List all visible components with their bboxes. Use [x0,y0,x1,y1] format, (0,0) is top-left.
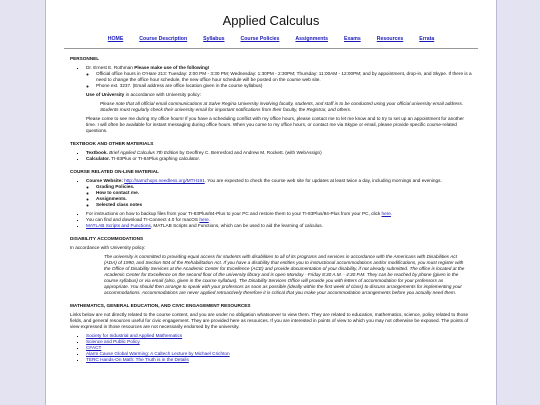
nav-bar [46,36,496,42]
textbook-list [70,150,472,162]
links-list [70,333,472,363]
ti-connect-text: You can find and download TI-Connect 4.0 for macOS [86,217,200,222]
nav-exams[interactable]: Exams [344,36,361,42]
list-item: ◦ How to contact me. [96,190,472,196]
textbook-title: Brief Applied Calculus 7th Edition [109,150,179,155]
course-website-link[interactable]: http://samchops.needless.org/MTH191 [124,178,205,183]
contact-sublist [86,71,472,89]
list-item [86,156,472,162]
list-item: ▪ For instructions on how to backup files from your TI-83Plus/84-Plus to your PC and restore them to your TI-83Plus/84-Plus from your PC, click here. [86,211,472,217]
ti-connect-link[interactable]: here [199,217,209,222]
links-intro: Links below are not directly related to the course content, and you are under no obligation whatsoever to view them. They are related to education, mathematics, science, policy related to those fields, and general resources useful for civic engagement. They are provided here as resources. If you are interested in points of view to which you may not otherwise be exposed. The points of view expressed in those resources are not necessarily endorsed by the university. [70,312,469,329]
resource-link[interactable]: Society for Industrial and Applied Mathematics [86,333,183,338]
list-item: ◦ Grading Policies. [96,184,472,190]
calculator-text: TI-83Plus or TI-84Plus graphing calculator. [109,156,200,161]
list-item: ▪ You can find and download TI-Connect 4.0 for macOS here. [86,217,472,223]
instructor-name: Dr. Ernest E. Rothman [86,65,133,70]
office-hours: ◦ Official office hours in O'Hare 213: Tuesday: 2:00 PM - 3:30 PM; Wednesday: 1:30PM - 2:30PM; Thursday: 11:00AM - 12:00PM; and by appointment, drop-in, and Skype. If there is a need to change the office hour schedule, the new office hour schedule will be posted on the course web site. [96,71,472,83]
list-item [86,357,472,363]
website-text: . You are expected to check the course web site for updates at least twice a day, including mornings and evenings. [204,178,442,183]
matlab-link[interactable]: MATLAB Scripts and Functions [86,223,151,228]
disability-intro: In accordance with University policy: [70,245,146,250]
nav-course-description[interactable]: Course Description [139,36,188,42]
nav-course-policies[interactable]: Course Policies [240,36,280,42]
website-sublist [86,184,472,208]
resource-link[interactable]: Science and Public Policy [86,339,140,344]
disability-text: The university is committed to providing equal access for students with disabilities to all of its programs and services in accordance with the Americans with Disabilities Act (ADA) of 1990, and Section 504 of the Rehabilitation Act. If you have a disability that entitles you to instructional accommodations and/or modifications, you must register with the Office of Disability Services at the Academic Center for Excellence (ACE) and provide documentation of your disability, if not already submitted. The office is located at the Academic Center for Excellence on the second floor of the university library and is open Monday - Friday 8:30 A.M. - 4:30 P.M. They can be reached by phone (given in the course syllabus) or via email (also, given in the course syllabus). The Disability Services Office will provide you with letters of accommodation for your professors as appropriate. You should then arrange to speak with your professors as soon as possible (ideally within the first week of class) to discuss arrangements for implementing your accommodations. Accommodations are never applied retroactively therefore it is critical that you make your accommodation arrangements before you actually need them. [104,254,465,295]
nav-home[interactable]: HOME [107,36,124,42]
backup-text: For instructions on how to backup files from your TI-83Plus/84-Plus to your PC and restore them to your TI-83Plus/84-Plus from your PC, click [86,211,382,216]
phone-info: ◦ Phone ext. 3237. (Email address are office location given in the course syllabus) [96,83,472,89]
email-policy-label: Use of University [86,92,125,97]
main-content [46,56,496,363]
nav-resources[interactable]: Resources [376,36,404,42]
office-hours-text: Please come to see me during my office hours! If you have a scheduling conflict with my office hours, please contact me to let me know and to try to set up an appointment for another time. I will often be available for instant messaging during office hours. When you come to my office hours, or contact me via Skype or email, please provide specific course-related questions. [86,116,464,133]
list-item: ◦ Assignments. [96,196,472,202]
page [45,0,497,405]
email-note: Please note that all official email communications at Salve Regina University involving faculty, students, and staff is to be conducted using your official university email address. Students must regularly check their university email for important notifications from their faculty, the Registrar, and others. [100,101,464,112]
email-policy-line [70,92,472,98]
section-heading-links: MATHEMATICS, GENERAL EDUCATION, AND CIVIC ENGAGEMENT RESOURCES [70,303,251,308]
section-heading-textbook: TEXTBOOK AND OTHER MATERIALS [70,141,154,146]
page-title: Applied Calculus [222,13,320,28]
backup-link[interactable]: here [381,211,391,216]
nav-errata[interactable]: Errata [419,36,435,42]
textbook-label: Textbook. [86,150,108,155]
email-policy-text: in accordance with University policy: [124,92,201,97]
matlab-text: , MATLAB Scripts and Functions, which can be used to aid the learning of calculus. [150,223,323,228]
textbook-authors: by Geoffrey C. Berresford and Andrew M. Rockett. (with WebAssign) [178,150,322,155]
list-item: ◦ Selected class notes [96,202,472,208]
resource-link[interactable]: CFACT [86,345,102,350]
section-heading-disability: DISABILITY ACCOMMODATIONS [70,236,144,241]
list-item [86,178,472,208]
section-heading-online: COURSE RELATED ON-LINE MATERIAL [70,169,159,174]
website-label: Course Website: [86,178,123,183]
resource-link[interactable]: TERC Hands-On Math: The Truth is in the Details [86,357,189,362]
list-item [86,65,472,89]
nav-syllabus[interactable]: Syllabus [203,36,225,42]
list-item [86,223,472,229]
section-heading-personnel: PERSONNEL [70,56,100,61]
instructor-note: Please make use of the following! [134,65,210,70]
online-list [70,178,472,208]
online-extra-list [70,211,472,229]
divider [64,48,478,49]
nav-assignments[interactable]: Assignments [295,36,328,42]
resource-link[interactable]: Alarm Cause Global Warming: A Caltech Lecture by Michael Crichton [86,351,230,356]
personnel-list [70,65,472,89]
calculator-label: Calculator. [86,156,110,161]
